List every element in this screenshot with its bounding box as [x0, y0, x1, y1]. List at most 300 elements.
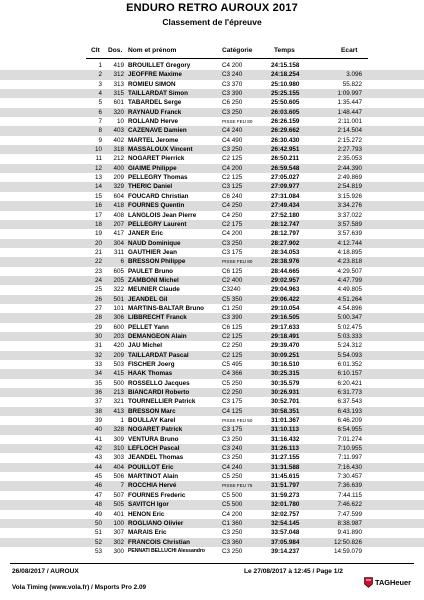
header-clt: Clt	[91, 47, 100, 54]
shield-icon	[364, 577, 373, 588]
time-cell: 29:17.633	[271, 323, 300, 331]
rank-cell: 52	[94, 538, 102, 546]
gap-cell: 3.096	[346, 71, 362, 79]
category-cell: C4 200	[222, 164, 243, 172]
category-cell: C3 240	[222, 445, 243, 453]
rank-cell: 26	[94, 295, 102, 303]
gap-cell: 7:01.274	[337, 435, 362, 443]
bib-cell: 205	[113, 276, 124, 284]
time-cell: 31:10.113	[271, 426, 300, 434]
gap-cell: 5:02.475	[337, 323, 362, 331]
rider-name-cell: HAAK Thomas	[128, 370, 173, 378]
category-cell: C3 175	[222, 398, 243, 406]
table-row	[0, 80, 424, 89]
bib-cell: 601	[113, 99, 124, 107]
rider-name-cell: PENNATI BELLUCHI Alessandro	[128, 547, 205, 554]
rank-cell: 15	[94, 192, 102, 200]
rider-name-cell: FISCHER Joerg	[128, 361, 175, 368]
rank-cell: 37	[94, 398, 102, 406]
rank-cell: 13	[94, 174, 102, 182]
category-cell: C4 200	[222, 510, 243, 518]
category-cell: C5 495	[222, 361, 243, 368]
gap-cell: 4:51.264	[337, 295, 362, 303]
rider-name-cell: LIBBRECHT Franck	[128, 314, 187, 322]
rider-name-cell: ZAMBONI Michel	[128, 276, 179, 284]
time-cell: 31:26.113	[271, 445, 300, 453]
category-cell: C3 250	[222, 108, 243, 116]
rank-cell: 30	[94, 332, 102, 340]
category-cell: C5 250	[222, 473, 243, 481]
rider-name-cell: POUILLOT Eric	[128, 463, 174, 471]
time-cell: 29:39.470	[271, 342, 300, 350]
rider-name-cell: BIANCARDI Roberto	[128, 389, 190, 397]
footer-divider	[10, 563, 414, 564]
table-row	[0, 444, 424, 453]
time-cell: 31:45.615	[271, 473, 300, 481]
gap-cell: 5:54.093	[337, 351, 362, 359]
gap-cell: 6:43.193	[337, 407, 362, 415]
rider-name-cell: TAILLARDAT Simon	[128, 90, 188, 98]
table-row	[0, 360, 424, 369]
rank-cell: 9	[98, 136, 102, 144]
table-row	[0, 126, 424, 135]
table-row	[0, 425, 424, 434]
bib-cell: 212	[113, 155, 124, 163]
rider-name-cell: MASSALOUX Vincent	[128, 146, 193, 154]
gap-cell: 4:54.896	[337, 304, 362, 312]
gap-cell: 8:38.987	[337, 519, 362, 527]
bib-cell: 304	[113, 239, 124, 247]
logo-text: TAGHeuer	[375, 578, 411, 587]
bib-cell: 101	[113, 304, 124, 312]
time-cell: 24:18.254	[271, 71, 300, 79]
gap-cell: 7:36.639	[337, 482, 362, 490]
rider-name-cell: TOURNELLIER Patrick	[128, 398, 196, 406]
category-cell: C6 250	[222, 99, 243, 107]
bib-cell: 404	[113, 463, 124, 471]
rider-name-cell: FOUCARD Christian	[128, 192, 189, 200]
rider-name-cell: FOURNES Frederic	[128, 491, 186, 499]
time-cell: 37:05.984	[271, 538, 300, 546]
gap-cell: 3:34.276	[337, 202, 362, 210]
rank-cell: 32	[94, 351, 102, 359]
bib-cell: 311	[113, 248, 124, 256]
gap-cell: 6:01.352	[337, 361, 362, 368]
bib-cell: 500	[113, 379, 124, 387]
table-row	[0, 323, 424, 332]
time-cell: 24:15.158	[271, 62, 300, 69]
bib-cell: 413	[113, 407, 124, 415]
category-cell: C4 200	[222, 62, 243, 69]
rank-cell: 53	[94, 547, 102, 555]
table-row	[0, 98, 424, 107]
table-row	[0, 173, 424, 182]
bib-cell: 329	[113, 183, 124, 191]
gap-cell: 6:20.421	[337, 379, 362, 387]
rank-cell: 16	[94, 202, 102, 210]
rank-cell: 22	[94, 258, 102, 266]
category-cell: C6 125	[222, 323, 243, 331]
bib-cell: 322	[113, 286, 124, 294]
table-row	[0, 117, 424, 126]
table-row	[0, 136, 424, 145]
rider-name-cell: PELLEGRY Thomas	[128, 174, 188, 182]
gap-cell: 4:23.818	[337, 258, 362, 266]
time-cell: 31:16.432	[271, 435, 300, 443]
rank-cell: 5	[98, 99, 102, 107]
table-row	[0, 192, 424, 201]
bib-cell: 505	[113, 501, 124, 509]
rank-cell: 38	[94, 407, 102, 415]
rider-name-cell: ROLLAND Herve	[128, 118, 179, 126]
bib-cell: 315	[113, 90, 124, 98]
category-cell: PISSE FEU 50	[222, 418, 253, 424]
time-cell: 29:16.505	[271, 314, 300, 322]
category-cell: C5 500	[222, 501, 243, 509]
time-cell: 31:31.588	[271, 463, 300, 471]
rider-name-cell: SAVITCH Igor	[128, 501, 169, 509]
time-cell: 25:50.605	[271, 99, 300, 107]
table-row	[0, 472, 424, 481]
rider-name-cell: THERIC Daniel	[128, 183, 173, 191]
gap-cell: 6:46.209	[337, 417, 362, 425]
category-cell: C3 175	[222, 426, 243, 434]
rider-name-cell: MARTINS-BALTAR Bruno	[128, 304, 205, 312]
table-row	[0, 211, 424, 220]
rank-cell: 24	[94, 276, 102, 284]
rider-name-cell: RAYNAUD Franck	[128, 108, 182, 116]
tagheuer-logo	[364, 576, 410, 592]
rank-cell: 42	[94, 445, 102, 453]
category-cell: C3 250	[222, 239, 243, 247]
gap-cell: 6:31.773	[337, 389, 362, 397]
rank-cell: 17	[94, 211, 102, 219]
rank-cell: 29	[94, 323, 102, 331]
print-info: Le 27/08/2017 à 12:45 / Page 1/2	[244, 568, 343, 575]
bib-cell: 605	[113, 267, 124, 275]
bib-cell: 501	[113, 295, 124, 303]
gap-cell: 1:48.447	[337, 108, 362, 116]
bib-cell: 320	[113, 108, 124, 116]
category-cell: C2 175	[222, 220, 243, 228]
bib-cell: 1	[120, 417, 124, 425]
category-cell: C3 250	[222, 454, 243, 462]
category-cell: C3 250	[222, 529, 243, 537]
rank-cell: 28	[94, 314, 102, 322]
gap-cell: 7:30.457	[337, 473, 362, 481]
gap-cell: 5:24.312	[337, 342, 362, 350]
category-cell: C2 250	[222, 389, 243, 397]
time-cell: 28:44.665	[271, 267, 300, 275]
rider-name-cell: LEFLOCH Pascal	[128, 445, 180, 453]
table-row	[0, 538, 424, 547]
rider-name-cell: DEMANGEON Alain	[128, 332, 187, 340]
bib-cell: 10	[116, 118, 124, 126]
rider-name-cell: LANGLOIS Jean Pierre	[128, 211, 197, 219]
category-cell: C4 240	[222, 127, 243, 135]
table-row	[0, 108, 424, 117]
time-cell: 30:26.931	[271, 389, 300, 397]
header-time: Temps	[274, 47, 295, 54]
gap-cell: 2:27.793	[337, 146, 362, 154]
category-cell: C6 240	[222, 192, 243, 200]
rider-name-cell: PAULET Bruno	[128, 267, 174, 275]
category-cell: C4 125	[222, 407, 243, 415]
bib-cell: 418	[113, 202, 124, 210]
time-cell: 31:59.273	[271, 491, 300, 499]
rank-cell: 2	[98, 71, 102, 79]
table-row	[0, 528, 424, 537]
category-cell: C3 390	[222, 314, 243, 322]
page-subtitle: Classement de l'épreuve	[162, 17, 262, 27]
time-cell: 28:34.053	[271, 248, 300, 256]
bib-cell: 306	[113, 314, 124, 322]
time-cell: 26:29.662	[271, 127, 300, 135]
bib-cell: 207	[113, 220, 124, 228]
rank-cell: 39	[94, 417, 102, 425]
rider-name-cell: ROCCHIA Hervé	[128, 482, 177, 490]
table-row	[0, 70, 424, 79]
category-cell: C3 240	[222, 71, 243, 79]
rank-cell: 21	[94, 248, 102, 256]
rank-cell: 8	[98, 127, 102, 135]
category-cell: C4 240	[222, 463, 243, 471]
time-cell: 31:27.155	[271, 454, 300, 462]
rank-cell: 45	[94, 473, 102, 481]
rider-name-cell: ROMIEU SIMON	[128, 80, 176, 88]
time-cell: 28:38.976	[271, 258, 300, 266]
rider-name-cell: PELLET Yann	[128, 323, 169, 331]
category-cell: PISSE FEU 80	[222, 119, 253, 125]
category-cell: C2 250	[222, 342, 243, 350]
time-cell: 26:03.605	[271, 108, 300, 116]
category-cell: C2 125	[222, 174, 243, 182]
table-row	[0, 164, 424, 173]
bib-cell: 209	[113, 174, 124, 182]
gap-cell: 2:14.504	[337, 127, 362, 135]
rider-name-cell: NOGARET Patrick	[128, 426, 183, 434]
table-row	[0, 547, 424, 556]
time-cell: 28:27.902	[271, 239, 300, 247]
rank-cell: 1	[98, 62, 102, 69]
bib-cell: 419	[113, 62, 124, 69]
event-date-location: 26/08/2017 / AUROUX	[12, 568, 79, 575]
category-cell: C6 125	[222, 267, 243, 275]
bib-cell: 415	[113, 370, 124, 378]
rank-cell: 7	[98, 118, 102, 126]
table-row	[0, 341, 424, 350]
rider-name-cell: CAZENAVE Damien	[128, 127, 187, 135]
results-table	[0, 61, 424, 556]
time-cell: 27:05.027	[271, 174, 300, 182]
table-row	[0, 61, 424, 70]
time-cell: 30:25.315	[271, 370, 300, 378]
bib-cell: 507	[113, 491, 124, 499]
rank-cell: 48	[94, 501, 102, 509]
header-gap: Ecart	[341, 47, 358, 54]
gap-cell: 12:50.826	[333, 538, 362, 546]
time-cell: 33:57.048	[271, 529, 300, 537]
gap-cell: 14:59.079	[333, 547, 362, 555]
rider-name-cell: GAUTHIER Jean	[128, 248, 177, 256]
table-row	[0, 388, 424, 397]
table-row	[0, 453, 424, 462]
rank-cell: 11	[95, 155, 102, 163]
time-cell: 30:58.351	[271, 407, 300, 415]
gap-cell: 5:03.333	[337, 332, 362, 340]
gap-cell: 1:35.447	[337, 99, 362, 107]
rider-name-cell: MARAIS Eric	[128, 529, 167, 537]
category-cell: C4 250	[222, 202, 243, 210]
rank-cell: 50	[94, 519, 102, 527]
table-row	[0, 463, 424, 472]
bib-cell: 300	[113, 547, 124, 555]
table-row	[0, 304, 424, 313]
rider-name-cell: TABARDEL Serge	[128, 99, 182, 107]
rank-cell: 49	[94, 510, 102, 518]
table-row	[0, 407, 424, 416]
table-row	[0, 397, 424, 406]
category-cell: C3 250	[222, 435, 243, 443]
gap-cell: 2:44.390	[337, 164, 362, 172]
bib-cell: 209	[113, 351, 124, 359]
rider-name-cell: ROSSELLO Jacques	[128, 379, 190, 387]
bib-cell: 312	[113, 71, 124, 79]
rank-cell: 4	[98, 90, 102, 98]
time-cell: 39:14.237	[271, 547, 300, 555]
gap-cell: 4:18.895	[337, 248, 362, 256]
rank-cell: 41	[94, 435, 102, 443]
gap-cell: 4:47.799	[337, 276, 362, 284]
time-cell: 28:12.797	[271, 230, 300, 238]
category-cell: C3 250	[222, 146, 243, 154]
bib-cell: 600	[113, 323, 124, 331]
bib-cell: 307	[113, 529, 124, 537]
rider-name-cell: GIAIME Philippe	[128, 164, 177, 172]
gap-cell: 2:15.272	[337, 136, 362, 144]
rank-cell: 31	[94, 342, 102, 350]
time-cell: 26:26.159	[271, 118, 300, 126]
category-cell: C3240	[222, 286, 241, 294]
time-cell: 29:04.963	[271, 286, 300, 294]
bib-cell: 7	[120, 482, 124, 490]
category-cell: C3 360	[222, 538, 243, 546]
category-cell: C5 250	[222, 379, 243, 387]
category-cell: C2 125	[222, 155, 243, 163]
time-cell: 25:10.980	[271, 80, 300, 88]
time-cell: 32:01.780	[271, 501, 300, 509]
gap-cell: 9:41.890	[337, 529, 362, 537]
category-cell: C2 125	[222, 351, 243, 359]
time-cell: 26:42.951	[271, 146, 300, 154]
bib-cell: 309	[113, 435, 124, 443]
header-divider	[86, 58, 368, 59]
bib-cell: 403	[113, 127, 124, 135]
bib-cell: 213	[113, 389, 124, 397]
gap-cell: 6:10.157	[337, 370, 362, 378]
rider-name-cell: JEANDEL Thomas	[128, 454, 184, 462]
time-cell: 30:52.701	[271, 398, 300, 406]
category-cell: C3 390	[222, 90, 243, 98]
bib-cell: 302	[113, 538, 124, 546]
rank-cell: 47	[94, 491, 102, 499]
gap-cell: 5:00.347	[337, 314, 362, 322]
rider-name-cell: BRESSON Philippe	[128, 258, 186, 266]
category-cell: C1 360	[222, 519, 243, 527]
rank-cell: 3	[98, 80, 102, 88]
gap-cell: 7:16.430	[337, 463, 362, 471]
time-cell: 30:35.579	[271, 379, 300, 387]
table-row	[0, 313, 424, 322]
table-row	[0, 276, 424, 285]
rider-name-cell: FRANCOIS Christian	[128, 538, 190, 546]
time-cell: 29:06.422	[271, 295, 300, 303]
gap-cell: 2:35.053	[337, 155, 362, 163]
time-cell: 27:49.434	[271, 202, 300, 210]
gap-cell: 2:11.001	[337, 118, 362, 126]
rider-name-cell: BRESSON Marc	[128, 407, 176, 415]
category-cell: C2 125	[222, 332, 243, 340]
time-cell: 26:30.430	[271, 136, 300, 144]
table-row	[0, 239, 424, 248]
rank-cell: 51	[94, 529, 102, 537]
table-row	[0, 285, 424, 294]
gap-cell: 4:12.744	[337, 239, 362, 247]
table-row	[0, 510, 424, 519]
category-cell: PISSE FEU 80	[222, 259, 253, 265]
rank-cell: 34	[94, 370, 102, 378]
bib-cell: 417	[113, 230, 124, 238]
table-row	[0, 491, 424, 500]
gap-cell: 3:57.639	[337, 230, 362, 238]
bib-cell: 100	[113, 519, 124, 527]
table-row	[0, 154, 424, 163]
rank-cell: 18	[94, 220, 102, 228]
table-row	[0, 182, 424, 191]
software-credit: Vola Timing (www.vola.fr) / Msports Pro 2.09	[12, 584, 147, 591]
bib-cell: 318	[113, 146, 124, 154]
bib-cell: 328	[113, 426, 124, 434]
table-row	[0, 379, 424, 388]
table-row	[0, 248, 424, 257]
gap-cell: 1:09.997	[337, 90, 362, 98]
table-row	[0, 220, 424, 229]
table-row	[0, 481, 424, 490]
rider-name-cell: HENON Eric	[128, 510, 165, 518]
gap-cell: 7:10.955	[337, 445, 362, 453]
bib-cell: 303	[113, 454, 124, 462]
gap-cell: 7:47.599	[337, 510, 362, 518]
rank-cell: 10	[94, 146, 102, 154]
bib-cell: 604	[113, 192, 124, 200]
table-row	[0, 519, 424, 528]
gap-cell: 55.822	[342, 80, 362, 88]
category-cell: C3 370	[222, 80, 243, 88]
header-category: Catégorie	[222, 47, 253, 54]
rider-name-cell: MARTINOT Alain	[128, 473, 179, 481]
gap-cell: 6:54.955	[337, 426, 362, 434]
rank-cell: 35	[94, 379, 102, 387]
bib-cell: 6	[120, 258, 124, 266]
gap-cell: 4:49.805	[337, 286, 362, 294]
rank-cell: 44	[94, 463, 102, 471]
rank-cell: 23	[94, 267, 102, 275]
gap-cell: 6:37.543	[337, 398, 362, 406]
bib-cell: 203	[113, 332, 124, 340]
time-cell: 32:54.145	[271, 519, 300, 527]
time-cell: 27:09.977	[271, 183, 300, 191]
rider-name-cell: ROGLIANO Olivier	[128, 519, 184, 527]
